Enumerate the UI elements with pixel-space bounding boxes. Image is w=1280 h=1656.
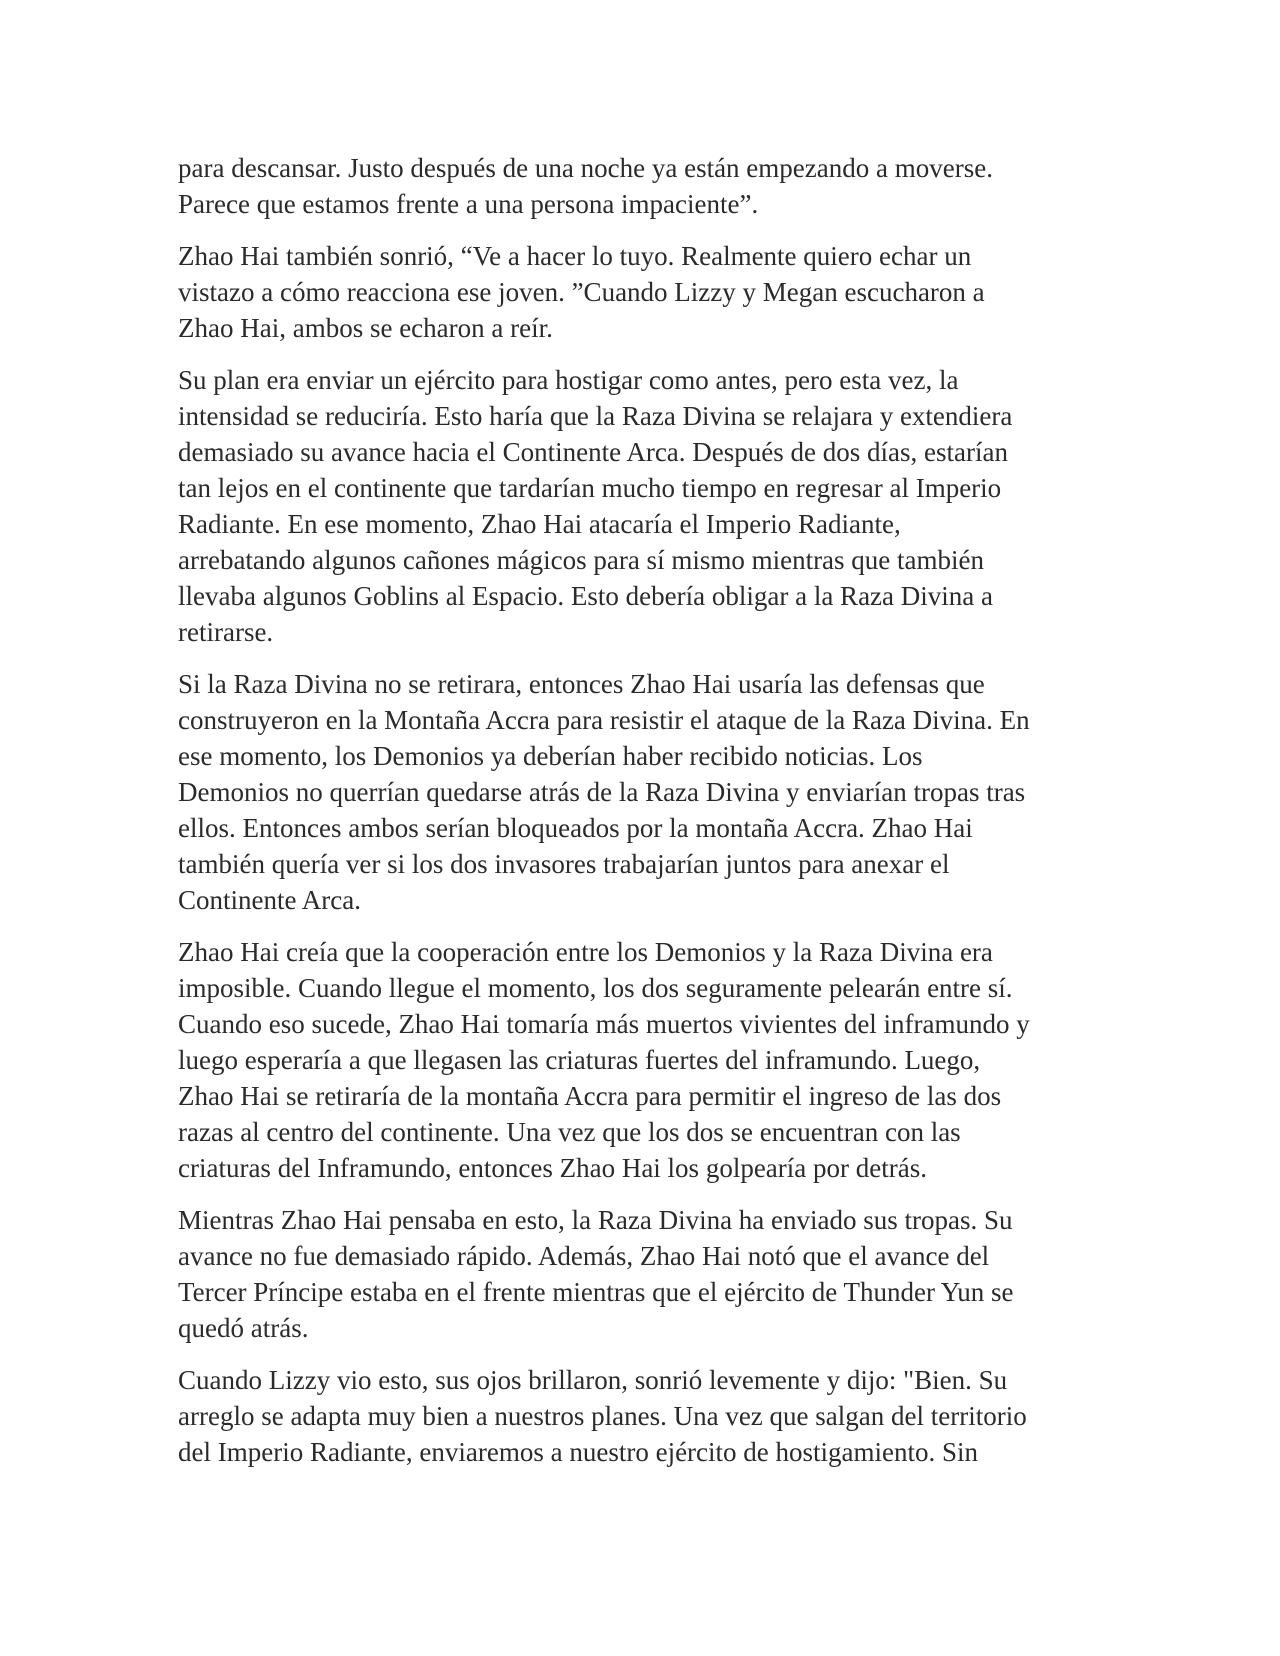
text-line: ellos. Entonces ambos serían bloqueados por la montaña Accra. Zhao Hai (178, 813, 973, 843)
text-line: quedó atrás. (178, 1313, 309, 1343)
paragraph-7 (178, 1362, 1118, 1470)
text-line: Su plan era enviar un ejército para hostigar como antes, pero esta vez, la (178, 365, 959, 395)
text-line: Parece que estamos frente a una persona impaciente”. (178, 189, 759, 219)
paragraph-1 (178, 150, 1118, 222)
document-body (178, 150, 1118, 1486)
text-line: del Imperio Radiante, enviaremos a nuestro ejército de hostigamiento. Sin (178, 1437, 979, 1467)
paragraph-3 (178, 362, 1118, 650)
text-line: intensidad se reduciría. Esto haría que la Raza Divina se relajara y extendiera (178, 401, 1013, 431)
text-line: ese momento, los Demonios ya deberían haber recibido noticias. Los (178, 741, 923, 771)
text-line: retirarse. (178, 617, 274, 647)
paragraph-6 (178, 1202, 1118, 1346)
text-line: Radiante. En ese momento, Zhao Hai atacaría el Imperio Radiante, (178, 509, 901, 539)
text-line: Zhao Hai, ambos se echaron a reír. (178, 313, 553, 343)
text-line: criaturas del Inframundo, entonces Zhao Hai los golpearía por detrás. (178, 1153, 927, 1183)
text-line: Si la Raza Divina no se retirara, entonces Zhao Hai usaría las defensas que (178, 669, 985, 699)
text-line: Cuando Lizzy vio esto, sus ojos brillaron, sonrió levemente y dijo: "Bien. Su (178, 1365, 1008, 1395)
text-line: llevaba algunos Goblins al Espacio. Esto debería obligar a la Raza Divina a (178, 581, 993, 611)
text-line: Zhao Hai creía que la cooperación entre los Demonios y la Raza Divina era (178, 937, 993, 967)
text-line: arrebatando algunos cañones mágicos para sí mismo mientras que también (178, 545, 985, 575)
text-line: Demonios no querrían quedarse atrás de la Raza Divina y enviarían tropas tras (178, 777, 1026, 807)
text-line: vistazo a cómo reacciona ese joven. ”Cuando Lizzy y Megan escucharon a (178, 277, 985, 307)
text-line: Cuando eso sucede, Zhao Hai tomaría más muertos vivientes del inframundo y (178, 1009, 1030, 1039)
text-line: Zhao Hai también sonrió, “Ve a hacer lo tuyo. Realmente quiero echar un (178, 241, 972, 271)
text-line: luego esperaría a que llegasen las criaturas fuertes del inframundo. Luego, (178, 1045, 981, 1075)
text-line: razas al centro del continente. Una vez que los dos se encuentran con las (178, 1117, 961, 1147)
paragraph-4 (178, 666, 1118, 918)
text-line: Continente Arca. (178, 885, 361, 915)
text-line: para descansar. Justo después de una noche ya están empezando a moverse. (178, 153, 993, 183)
text-line: tan lejos en el continente que tardarían mucho tiempo en regresar al Imperio (178, 473, 1002, 503)
text-line: también quería ver si los dos invasores trabajarían juntos para anexar el (178, 849, 950, 879)
paragraph-5 (178, 934, 1118, 1186)
text-line: arreglo se adapta muy bien a nuestros planes. Una vez que salgan del territorio (178, 1401, 1027, 1431)
text-line: Zhao Hai se retiraría de la montaña Accra para permitir el ingreso de las dos (178, 1081, 1002, 1111)
text-line: Tercer Príncipe estaba en el frente mientras que el ejército de Thunder Yun se (178, 1277, 1014, 1307)
text-line: construyeron en la Montaña Accra para resistir el ataque de la Raza Divina. En (178, 705, 1030, 735)
text-line: demasiado su avance hacia el Continente Arca. Después de dos días, estarían (178, 437, 1008, 467)
text-line: Mientras Zhao Hai pensaba en esto, la Raza Divina ha enviado sus tropas. Su (178, 1205, 1013, 1235)
paragraph-2 (178, 238, 1118, 346)
text-line: avance no fue demasiado rápido. Además, Zhao Hai notó que el avance del (178, 1241, 990, 1271)
text-line: imposible. Cuando llegue el momento, los dos seguramente pelearán entre sí. (178, 973, 1013, 1003)
